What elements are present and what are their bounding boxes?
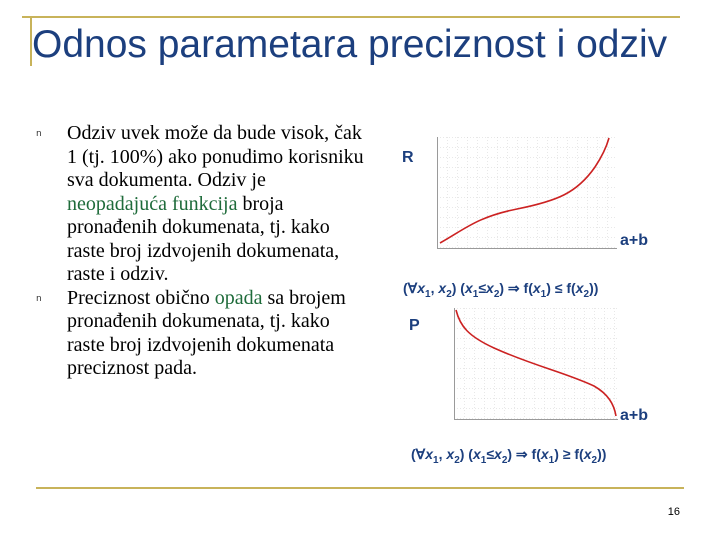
recall-curve-chart [437, 137, 617, 249]
recall-y-label: R [402, 149, 414, 166]
chart-axes [438, 137, 618, 249]
recall-x-label: a+b [620, 232, 649, 249]
precision-x-label: a+b [620, 407, 649, 424]
bullet-text: sa brojem pronađenih dokumenata, tj. kako raste broj izdvojenih dokumenata preciznost pada. [67, 286, 346, 379]
bottom-accent-line [36, 487, 684, 489]
top-accent-line [22, 16, 680, 18]
bullet-text: broja pronađenih dokumenata, tj. kako raste broj izdvojenih dokumenata, raste i odziv. [67, 192, 340, 285]
bullet-text: Preciznost obično [67, 286, 215, 309]
slide-title: Odnos parametara preciznost i odziv [32, 23, 668, 66]
bullet-text: Odziv uvek može da bude visok, čak 1 (tj. 100%) ako ponudimo korisniku sva dokumenta. Odziv je [67, 122, 364, 191]
bullet-marker: n [36, 129, 42, 139]
bullet-item-recall [36, 122, 366, 287]
bullet-marker: n [36, 293, 42, 304]
recall-monotonic-formula: ($\forall x_1$, $x_2$) $(x_1\le x_2)$ ⇒ $f(x_1) \le f(x_2)$) [403, 280, 599, 300]
highlight-text: neopadajuća funkcija [67, 192, 238, 215]
page-number: 16 [667, 506, 680, 518]
highlight-text: opada [214, 286, 263, 309]
precision-curve-chart [454, 308, 618, 420]
bullet-item-precision [36, 287, 366, 381]
precision-curve [456, 310, 616, 416]
bullet-list [36, 122, 366, 381]
precision-y-label: P [409, 317, 420, 334]
precision-monotonic-formula: ($\forall x_1$, $x_2$) $(x_1\le x_2)$ ⇒ $f(x_1) \ge f(x_2)$) [411, 446, 607, 466]
